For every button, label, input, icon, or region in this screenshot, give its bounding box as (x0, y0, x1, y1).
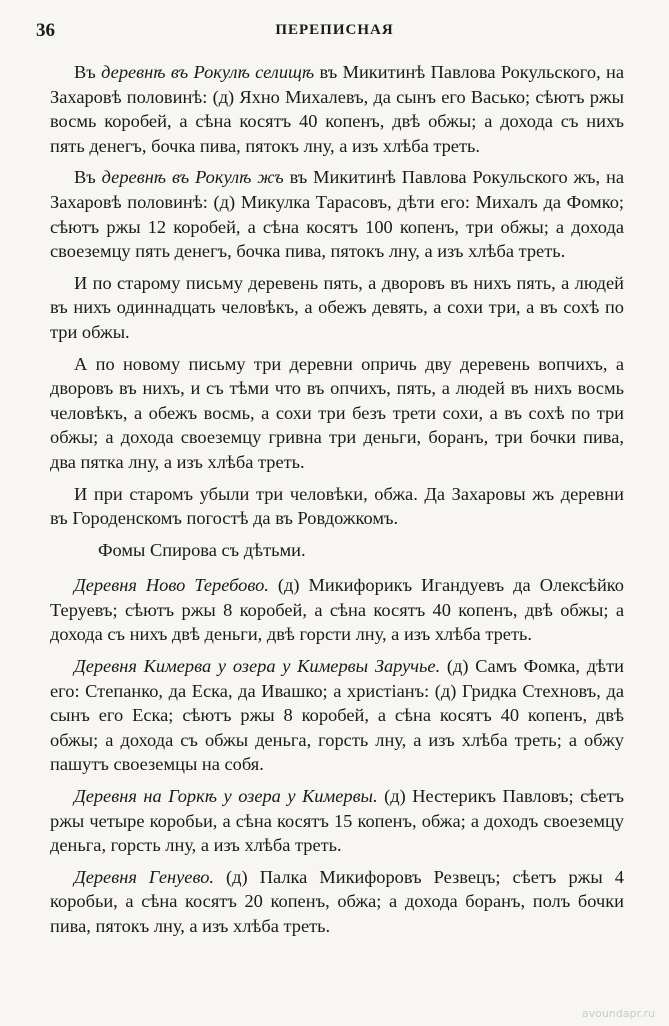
paragraph-italic: деревнѣ въ Рокулѣ жъ (101, 167, 284, 188)
paragraph-text: (д) Палка Микифоровъ Резвецъ; сѣетъ ржы 4 коробьи, а сѣна косятъ 20 копенъ, обжа; а дохода боранъ, полъ бочки пива, пятокъ лну, а изъ хлѣба треть. (50, 866, 624, 936)
paragraph (50, 573, 624, 647)
paragraph (50, 271, 624, 345)
paragraph-text: въ Микитинѣ Павлова Рокульского, на Захаровѣ половинѣ: (д) Яхно Михалевъ, да сынъ его Васько; сѣютъ ржы восмь коробей, а сѣна косятъ 40 копенъ, двѣ обжы; а дохода съ нихъ пять денегъ, бочка пива, пятокъ лну, а изъ хлѣба треть. (50, 62, 625, 156)
section-subheading: Фомы Спирова съ дѣтьми. (98, 539, 306, 560)
paragraph-text: (д) Нестерикъ Павловъ; сѣетъ ржы четыре коробьи, а сѣна косятъ 15 копенъ, обжа; а доходъ своеземцу деньга, горсть лну, а изъ хлѣба треть. (50, 786, 624, 856)
running-title: ПЕРЕПИСНАЯ (275, 22, 394, 38)
page-number: 36 (36, 20, 55, 41)
paragraph (50, 60, 624, 158)
paragraph-lead: Въ (74, 62, 102, 82)
watermark: avoundapr.ru (581, 1007, 655, 1020)
paragraph (50, 352, 624, 475)
village-name: Деревня Ново Теребово. (74, 575, 269, 596)
paragraph (50, 482, 624, 531)
paragraph-text: А по новому письму три деревни опричь дву деревень вопчихъ, а дворовъ въ нихъ, и съ тѣми что въ опчихъ, пять, а людей въ нихъ восмь человѣкъ, а обежъ восмь, а сохи три безъ трети сохи, а въ сохѣ по три обжы; а дохода своеземцу гривна три деньги, боранъ, три бочки пива, два пятка лну, а изъ хлѣба треть. (50, 353, 624, 472)
paragraph (50, 654, 624, 777)
paragraph-text: въ Микитинѣ Павлова Рокульского жъ, на Захаровѣ половинѣ: (д) Микулка Тарасовъ, дѣти его: Михалъ да Фомко; сѣютъ ржы 12 коробей, а сѣна косятъ 100 копенъ, три обжы; а дохода своеземцу пять денегъ, бочка пива, пятокъ лну, а изъ хлѣба треть. (50, 167, 624, 262)
paragraph (50, 865, 624, 939)
village-name: Деревня Генуево. (74, 866, 214, 887)
paragraph (50, 784, 624, 858)
page-header (36, 20, 633, 46)
paragraph-text: (д) Самъ Фомка, дѣти его: Степанко, да Еска, да Ивашко; а христіанъ: (д) Гридка Стехновъ, да сынъ его Еска; сѣютъ ржы 8 коробей, а сѣна косятъ 40 копенъ, двѣ обжы; а дохода съ обжы деньга, горсть лну, а изъ хлѣба треть; а обжу пашутъ своеземцы на собя. (50, 656, 624, 775)
paragraph-italic: деревнѣ въ Рокулѣ селищѣ (101, 62, 315, 82)
village-name: Деревня на Горкѣ у озера у Кимервы. (74, 786, 378, 807)
paragraph-lead: Въ (74, 167, 102, 188)
village-name: Деревня Кимерва у озера у Кимервы Заручье. (74, 656, 441, 677)
paragraph-text: И при старомъ убыли три человѣки, обжа. Да Захаровы жъ деревни въ Городенскомъ погостѣ да въ Ровдожкомъ. (50, 483, 624, 529)
paragraph-text: (д) Микифорикъ Игандуевъ да Олексѣйко Теруевъ; сѣютъ ржы 8 коробей, а сѣна косятъ 40 копенъ, двѣ обжы; а дохода съ нихъ двѣ деньги, двѣ горсти лну, а изъ хлѣба треть. (50, 575, 625, 645)
page-body (50, 60, 624, 946)
paragraph (50, 165, 624, 263)
paragraph-text: И по старому письму деревень пять, а дворовъ въ нихъ пять, а людей въ нихъ одиннадцать человѣкъ, а обежъ девять, а сохи три, а въ сохѣ по три обжы. (50, 272, 624, 342)
